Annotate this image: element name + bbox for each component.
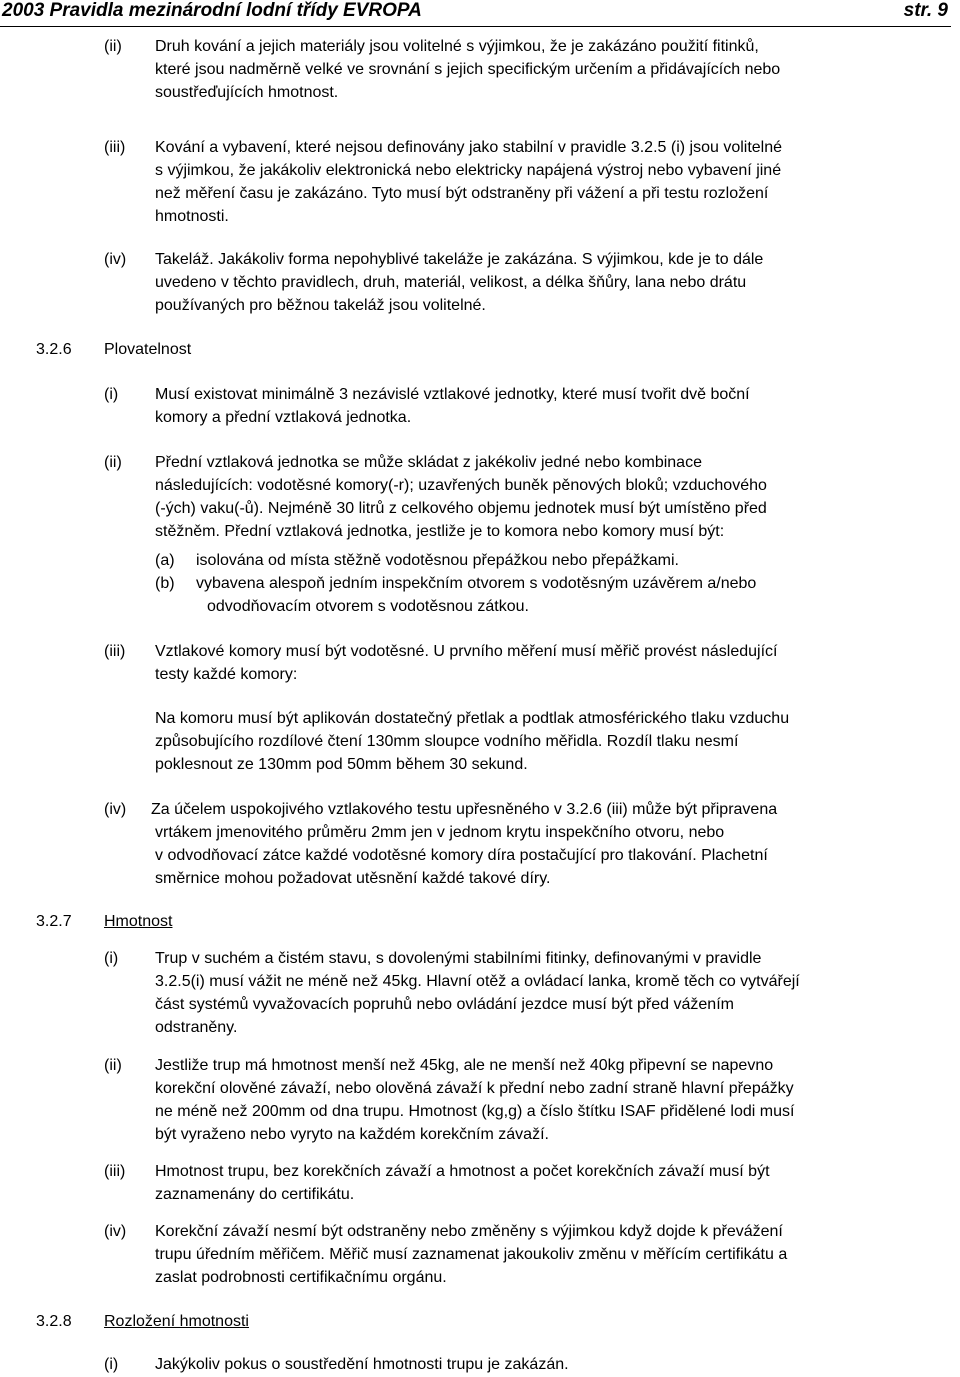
paragraph — [151, 798, 951, 890]
paragraph — [155, 1353, 955, 1376]
text-line: v odvodňovací zátce každé vodotěsné komory díra postačující pro tlakování. Plachetní — [155, 847, 768, 864]
text-line: odstraněny. — [155, 1019, 238, 1036]
paragraph — [155, 947, 955, 1039]
subitem-text: isolována od místa stěžně vodotěsnou přepážkou nebo přepážkami. — [196, 552, 679, 569]
text-line: následujících: vodotěsné komory(-r); uzavřených buněk pěnových bloků; vzduchového — [155, 477, 767, 494]
paragraph — [155, 707, 955, 776]
paragraph — [155, 640, 955, 686]
item-number: (iii) — [104, 643, 126, 660]
item-number: (iv) — [104, 251, 127, 268]
text-line: Trup v suchém a čistém stavu, s dovolenými stabilními fitinky, definovanými v pravidle — [155, 950, 762, 967]
text-line: uvedeno v těchto pravidlech, druh, materiál, velikost, a délka šňůry, lana nebo drátu — [155, 274, 747, 291]
text-line: používaných pro běžnou takeláž jsou volitelné. — [155, 297, 486, 314]
document-title: 2003 Pravidla mezinárodní lodní třídy EVROPA — [2, 0, 422, 21]
page-number: str. 9 — [903, 0, 948, 21]
item-number: (iv) — [104, 801, 127, 818]
item-number: (i) — [104, 950, 119, 967]
text-line: (-ých) vaku(-ů). Nejméně 30 litrů z celkového objemu jednotek musí být umístěno před — [155, 500, 767, 517]
text-line: s výjimkou, že jakákoliv elektronická nebo elektricky napájená výstroj nebo vybavení jiné — [155, 162, 782, 179]
item-number: (ii) — [104, 454, 122, 471]
text-line: Přední vztlaková jednotka se může skládat z jakékoliv jedné nebo kombinace — [155, 454, 702, 471]
subitem-label: (a) — [155, 552, 175, 569]
paragraph — [155, 383, 955, 429]
text-line: být vyraženo nebo vyryto na každém korekčním závaží. — [155, 1126, 549, 1143]
text-line: Jestliže trup má hmotnost menší než 45kg, ale ne menší než 40kg připevní se napevno — [155, 1057, 774, 1074]
text-line: testy každé komory: — [155, 666, 298, 683]
text-line: komory a přední vztlaková jednotka. — [155, 409, 412, 426]
text-line: zaznamenány do certifikátu. — [155, 1186, 355, 1203]
item-number: (i) — [104, 1356, 119, 1373]
text-line: Takeláž. Jakákoliv forma nepohyblivé takeláže je zakázána. S výjimkou, kde je to dále — [155, 251, 764, 268]
text-line: hmotnosti. — [155, 208, 229, 225]
subitem-text: odvodňovacím otvorem s vodotěsnou zátkou. — [207, 598, 529, 615]
text-line: Za účelem uspokojivého vztlakového testu upřesněného v 3.2.6 (iii) může být připravena — [151, 801, 778, 818]
text-line: Musí existovat minimálně 3 nezávislé vztlakové jednotky, které musí tvořit dvě boční — [155, 386, 750, 403]
section-number: 3.2.8 — [36, 1313, 72, 1330]
item-number: (ii) — [104, 1057, 122, 1074]
text-line: soustřeďujících hmotnost. — [155, 84, 339, 101]
item-number: (ii) — [104, 38, 122, 55]
section-number: 3.2.7 — [36, 913, 72, 930]
page-header — [0, 0, 951, 27]
text-line: směrnice mohou požadovat utěsnění každé takové díry. — [155, 870, 551, 887]
item-number: (iv) — [104, 1223, 127, 1240]
paragraph — [155, 1054, 955, 1146]
subitem-label: (b) — [155, 575, 175, 592]
text-line: Vztlakové komory musí být vodotěsné. U prvního měření musí měřič provést následující — [155, 643, 778, 660]
item-number: (iii) — [104, 1163, 126, 1180]
text-line: poklesnout ze 130mm pod 50mm během 30 sekund. — [155, 756, 528, 773]
text-line: než měření času je zakázáno. Tyto musí být odstraněny při vážení a při testu rozložení — [155, 185, 769, 202]
paragraph — [155, 248, 955, 317]
item-number: (iii) — [104, 139, 126, 156]
section-number: 3.2.6 — [36, 341, 72, 358]
section-title: Hmotnost — [104, 913, 173, 930]
text-line: způsobujícího rozdílové čtení 130mm sloupce vodního měřidla. Rozdíl tlaku nesmí — [155, 733, 739, 750]
paragraph — [155, 451, 955, 543]
text-line: Druh kování a jejich materiály jsou volitelné s výjimkou, že je zakázáno použití fitinků, — [155, 38, 759, 55]
text-line: trupu úředním měřičem. Měřič musí zaznamenat jakoukoliv změnu v měřícím certifikátu a — [155, 1246, 788, 1263]
text-line: Jakýkoliv pokus o soustředění hmotnosti trupu je zakázán. — [155, 1356, 569, 1373]
text-line: které jsou nadměrně velké ve srovnání s jejich specifickým určením a přidávajících nebo — [155, 61, 781, 78]
text-line: Na komoru musí být aplikován dostatečný přetlak a podtlak atmosférického tlaku vzduchu — [155, 710, 790, 727]
text-line: 3.2.5(i) musí vážit ne méně než 45kg. Hlavní otěž a ovládací lanka, kromě těch co vytvářejí — [155, 973, 800, 990]
section-title: Plovatelnost — [104, 341, 192, 358]
text-line: stěžněm. Přední vztlaková jednotka, jestliže je to komora nebo komory musí být: — [155, 523, 725, 540]
paragraph — [155, 1160, 955, 1206]
text-line: vrtákem jmenovitého průměru 2mm jen v jednom krytu inspekčního otvoru, nebo — [155, 824, 725, 841]
text-line: část systémů vyvažovacích popruhů nebo ovládání jezdce musí být před vážením — [155, 996, 734, 1013]
paragraph — [155, 136, 955, 228]
item-number: (i) — [104, 386, 119, 403]
text-line: korekční olověné závaží, nebo olověná závaží k přední nebo zadní straně hlavní přepážky — [155, 1080, 794, 1097]
text-line: ne méně než 200mm od dna trupu. Hmotnost (kg,g) a číslo štítku ISAF přidělené lodi musí — [155, 1103, 795, 1120]
text-line: Korekční závaží nesmí být odstraněny nebo změněny s výjimkou když dojde k převážení — [155, 1223, 783, 1240]
text-line: Hmotnost trupu, bez korekčních závaží a hmotnost a počet korekčních závaží musí být — [155, 1163, 770, 1180]
text-line: zaslat podrobnosti certifikačnímu orgánu. — [155, 1269, 447, 1286]
subitem-text: vybavena alespoň jedním inspekčním otvorem s vodotěsným uzávěrem a/nebo — [196, 575, 757, 592]
paragraph — [155, 1220, 955, 1289]
text-line: Kování a vybavení, které nejsou definovány jako stabilní v pravidle 3.2.5 (i) jsou volitelné — [155, 139, 783, 156]
section-title: Rozložení hmotnosti — [104, 1313, 249, 1330]
paragraph — [155, 35, 955, 104]
